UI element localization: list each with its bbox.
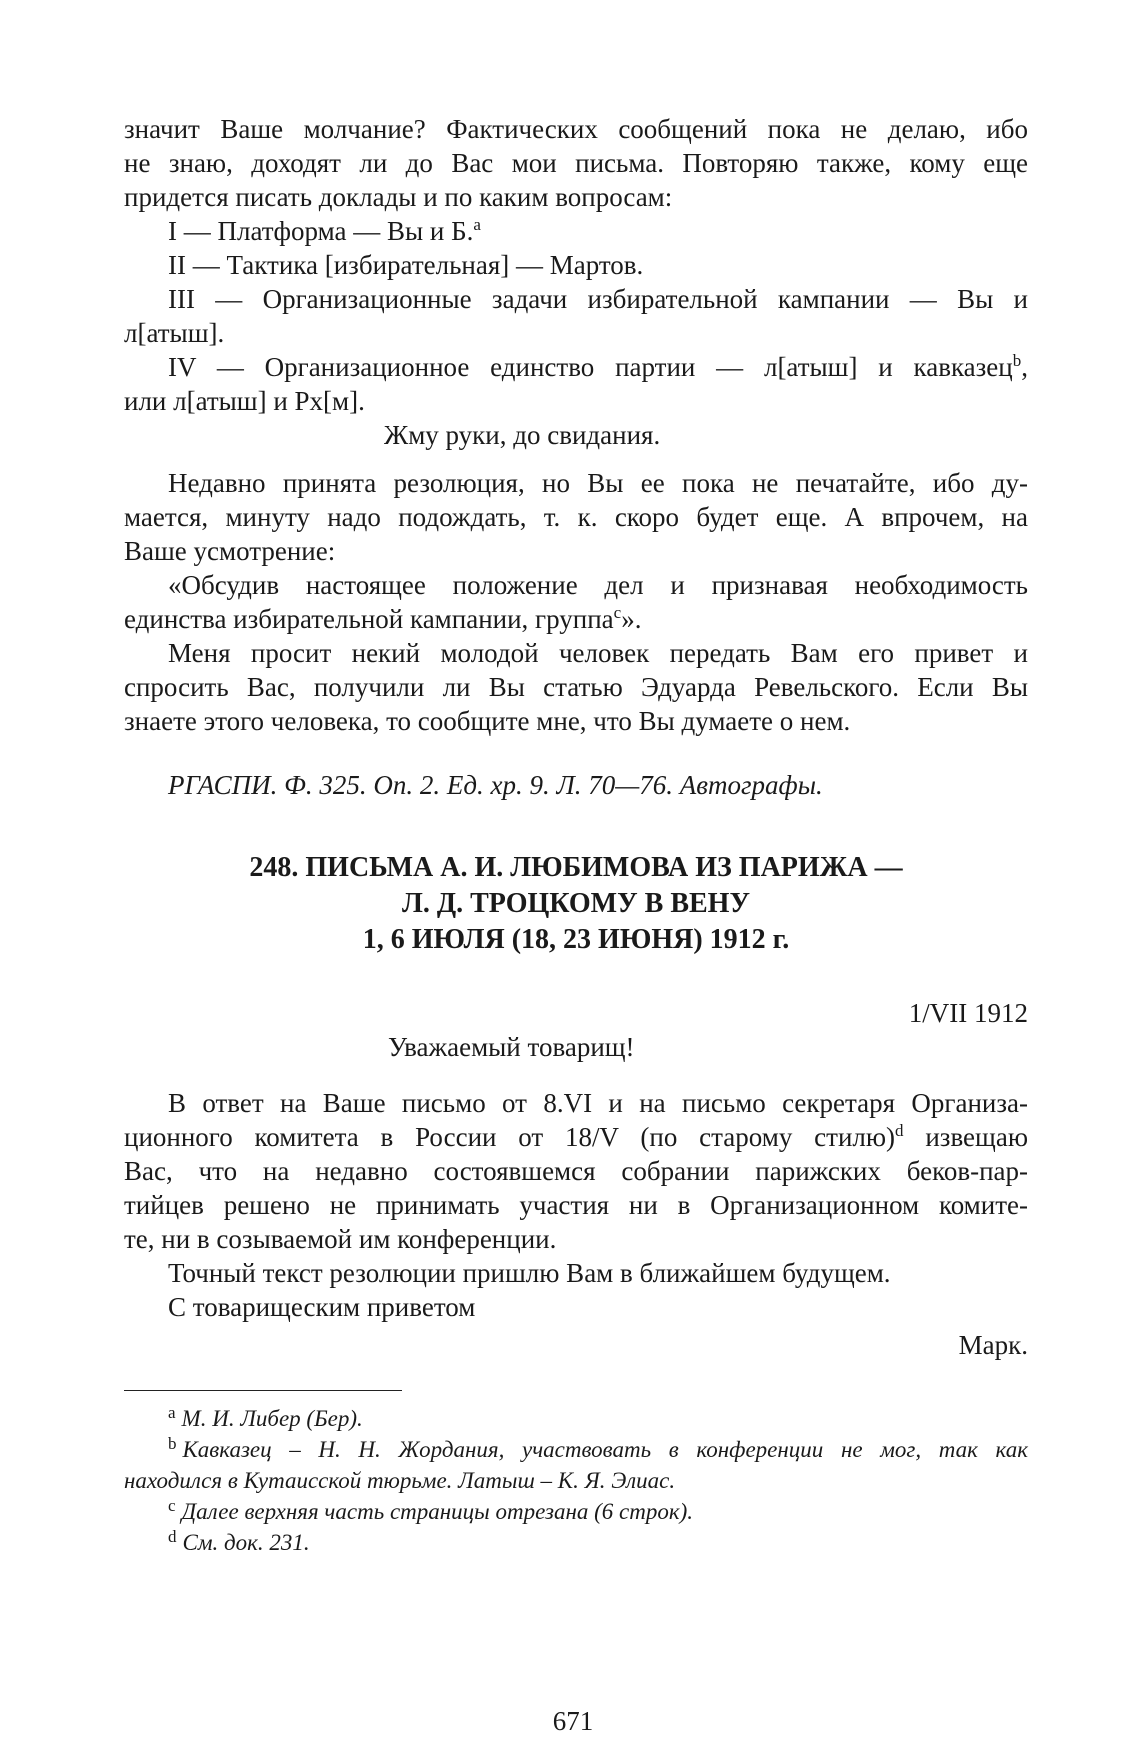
text-line: В ответ на Ваше письмо от 8.VI и на письмо секретаря Организа- (168, 1088, 1028, 1118)
text-line: те, ни в созываемой им конференции. (124, 1224, 557, 1254)
document-heading: 1, 6 ИЮЛЯ (18, 23 ИЮНЯ) 1912 г. (362, 924, 790, 955)
document-heading: 248. ПИСЬМА А. И. ЛЮБИМОВА ИЗ ПАРИЖА — (249, 852, 903, 883)
footnote-ref: d (895, 1121, 904, 1140)
text-line: С товарищеским приветом (168, 1292, 476, 1322)
footnote-c: $^c$ Далее верхняя часть страницы отрезана (6 строк). (168, 1496, 694, 1524)
footnote-b-cont: находился в Кутаисской тюрьме. Латыш – К. Я. Элиас. (124, 1468, 676, 1493)
closing-line: Жму руки, до свидания. (384, 420, 661, 450)
quote-line: «Обсудив настоящее положение дел и признавая необходимость (168, 570, 1028, 600)
text-line: ционного комитета в России от 18/V (по старому стилю)$^d$ извещаю (124, 1121, 1028, 1152)
signature: Марк. (958, 1330, 1028, 1360)
footnote-a: $^a$ М. И. Либер (Бер). (168, 1403, 363, 1431)
agenda-item-3: III — Организационные задачи избирательной кампании — Вы и (168, 284, 1028, 314)
text-line: спросить Вас, получили ли Вы статью Эдуарда Ревельского. Если Вы (124, 672, 1028, 702)
text-line: Вас, что на недавно состоявшемся собрании парижских беков-пар- (124, 1156, 1028, 1186)
agenda-item-4: IV — Организационное единство партии — л[атыш] и кавказец$^b$, (168, 351, 1028, 382)
text-line: мается, минуту надо подождать, т. к. скоро будет еще. А впрочем, на (124, 502, 1028, 532)
quote-line: единства избирательной кампании, группа$^c$». (124, 603, 642, 634)
letter-date: 1/VII 1912 (908, 998, 1028, 1028)
page-number: 671 (552, 1706, 594, 1736)
footnote-ref: c (613, 603, 622, 622)
text-line: значит Ваше молчание? Фактических сообщений пока не делаю, ибо (124, 114, 1028, 144)
agenda-item-2: II — Тактика [избирательная] — Мартов. (168, 250, 644, 280)
text-line: знаете этого человека, то сообщите мне, что Вы думаете о нем. (124, 706, 851, 736)
agenda-item-1: I — Платформа — Вы и Б.$^a$ (168, 215, 481, 246)
text-line: тийцев решено не принимать участия ни в Организационном комите- (124, 1190, 1028, 1220)
footnote-d: $^d$ См. док. 231. (168, 1527, 310, 1555)
document-heading: Л. Д. ТРОЦКОМУ В ВЕНУ (401, 888, 751, 919)
text-line: или л[атыш] и Рх[м]. (124, 386, 365, 416)
text-line: придется писать доклады и по каким вопросам: (124, 182, 673, 212)
footnote-b: $^b$ Кавказец – Н. Н. Жордания, участвовать в конференции не мог, так как (168, 1434, 1028, 1462)
footnote-ref: b (1012, 351, 1022, 370)
salutation: Уважаемый товарищ! (388, 1032, 635, 1062)
text-line: Меня просит некий молодой человек передать Вам его привет и (168, 638, 1028, 668)
footnote-ref: a (473, 215, 481, 234)
text-line: Недавно принята резолюция, но Вы ее пока не печатайте, ибо ду- (168, 468, 1028, 498)
text-line: Точный текст резолюции пришлю Вам в ближайшем будущем. (168, 1258, 891, 1288)
text-line: л[атыш]. (124, 318, 225, 348)
text-line: Ваше усмотрение: (124, 536, 336, 566)
text-line: не знаю, доходят ли до Вас мои письма. Повторяю также, кому еще (124, 148, 1028, 178)
archive-reference: РГАСПИ. Ф. 325. Оп. 2. Ед. хр. 9. Л. 70—76. Автографы. (168, 770, 823, 800)
page-body (124, 112, 1028, 1558)
